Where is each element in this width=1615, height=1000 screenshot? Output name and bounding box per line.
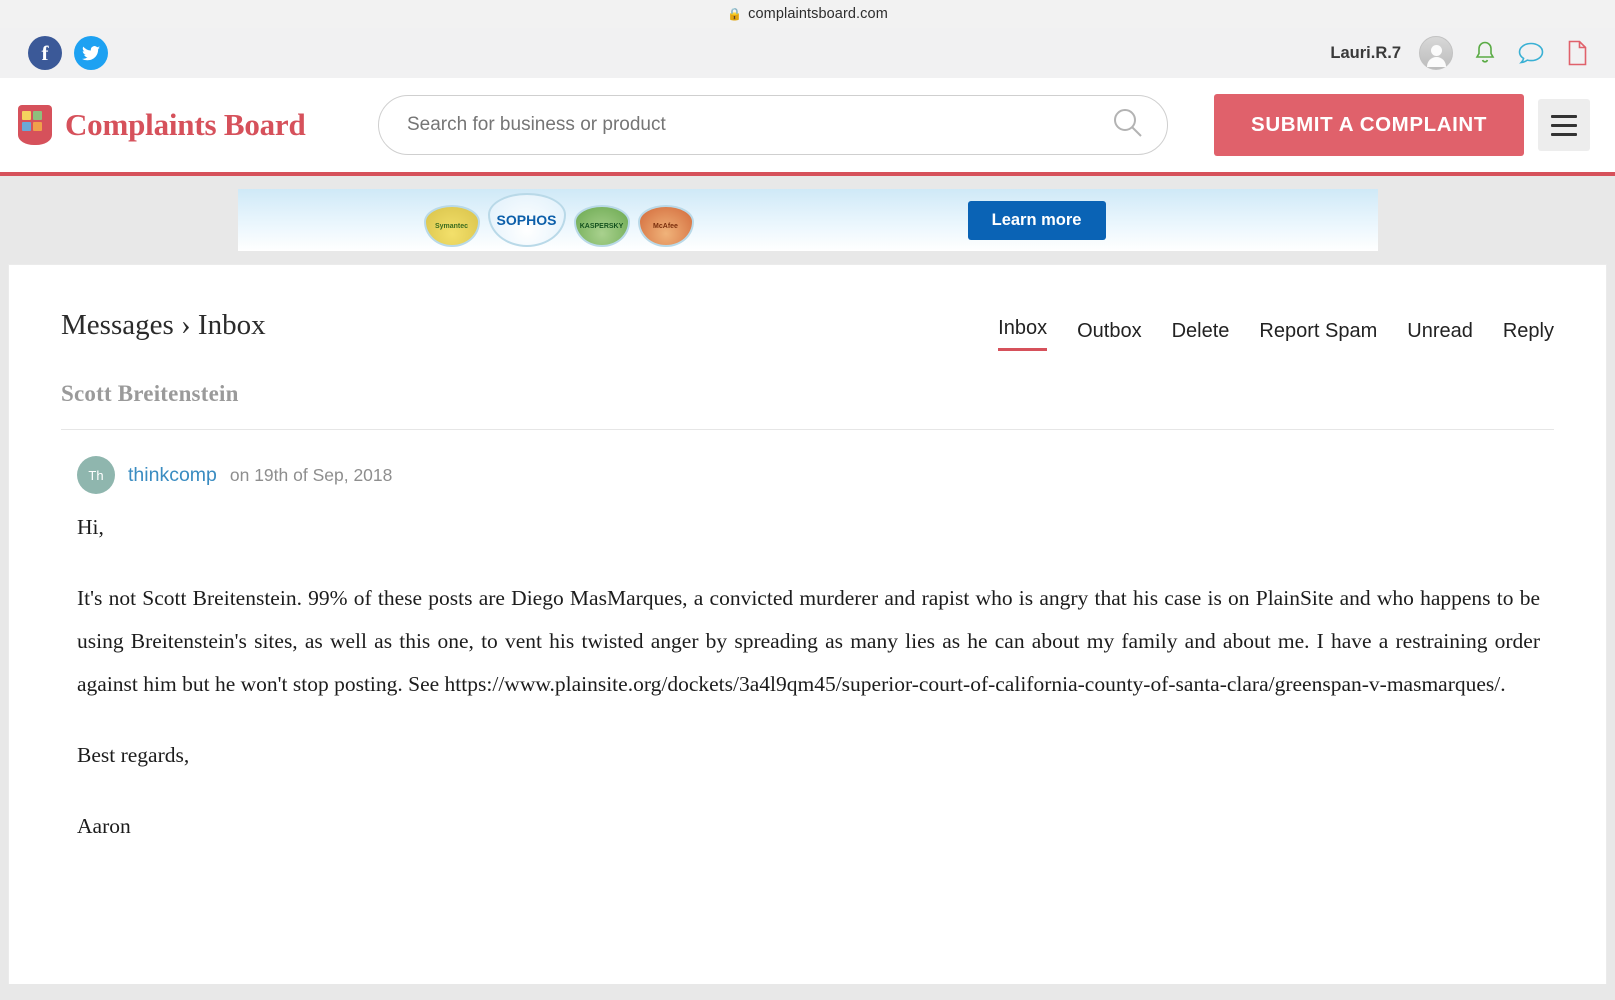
post-paragraph: Aaron [77, 814, 131, 838]
ad-logo-kaspersky: KASPERSKY [574, 205, 630, 247]
ad-learn-more-button[interactable]: Learn more [968, 201, 1106, 240]
post-date: on 19th of Sep, 2018 [229, 464, 393, 485]
thread-title: Scott Breitenstein [61, 381, 239, 406]
tab-inbox[interactable]: Inbox [998, 317, 1047, 351]
post-paragraph: It's not Scott Breitenstein. 99% of these posts are Diego MasMarques, a convicted murderer and rapist who is angry that his case is on PlainSite and who happens to be using Breitenstein's sites, as well as this one, to vent his twisted anger by spreading as many lies as he can about my family and about me. I have a restraining order against him but he won't stop posting. See https://www.plainsite.org/dockets/3a4l9qm45/superior-court-of-california-county-of-santa-clara/greenspan-v-masmarques/. [77, 586, 1540, 696]
ad-logo-sophos: SOPHOS [488, 193, 566, 247]
ad-logo-mcafee: McAfee [638, 205, 694, 247]
username-label[interactable]: Lauri.R.7 [1330, 43, 1401, 62]
shield-icon [18, 105, 52, 145]
tab-delete[interactable]: Delete [1171, 320, 1230, 342]
url-text: complaintsboard.com [748, 6, 888, 22]
search-input[interactable] [407, 114, 1111, 136]
search-icon[interactable] [1111, 106, 1145, 145]
post-meta [77, 456, 1554, 494]
top-right-group [1330, 36, 1591, 70]
submit-complaint-button[interactable]: SUBMIT A COMPLAINT [1214, 94, 1524, 156]
tab-report-spam[interactable]: Report Spam [1259, 320, 1378, 342]
brand-logo[interactable] [18, 105, 378, 145]
messages-nav [998, 317, 1554, 351]
messages-header [61, 309, 1554, 351]
post-paragraph: Hi, [77, 515, 104, 539]
lock-icon: 🔒 [727, 7, 743, 21]
post-avatar: Th [77, 456, 115, 494]
facebook-icon[interactable]: f [28, 36, 62, 70]
bell-icon[interactable] [1471, 39, 1499, 67]
post-author-link[interactable]: thinkcomp [128, 463, 217, 486]
hamburger-icon[interactable] [1538, 99, 1590, 151]
page-title: Messages › Inbox [61, 309, 266, 341]
document-icon[interactable] [1563, 39, 1591, 67]
site-header [0, 78, 1615, 176]
ad-banner[interactable] [238, 189, 1378, 251]
post-body [77, 506, 1554, 848]
avatar[interactable] [1419, 36, 1453, 70]
divider [61, 429, 1554, 430]
search-bar[interactable] [378, 95, 1168, 155]
social-links [28, 36, 108, 70]
tab-reply[interactable]: Reply [1502, 320, 1554, 342]
ad-strip [0, 176, 1615, 264]
browser-url-bar[interactable] [0, 0, 1615, 28]
ad-logos [424, 193, 694, 247]
tab-outbox[interactable]: Outbox [1077, 320, 1142, 342]
brand-name: Complaints Board [65, 107, 306, 142]
tab-unread[interactable]: Unread [1407, 320, 1473, 342]
ad-logo-symantec: Symantec [424, 205, 480, 247]
top-utility-bar [0, 28, 1615, 78]
twitter-icon[interactable] [74, 36, 108, 70]
messages-panel [8, 264, 1607, 984]
post-paragraph: Best regards, [77, 743, 190, 767]
chat-icon[interactable] [1517, 39, 1545, 67]
